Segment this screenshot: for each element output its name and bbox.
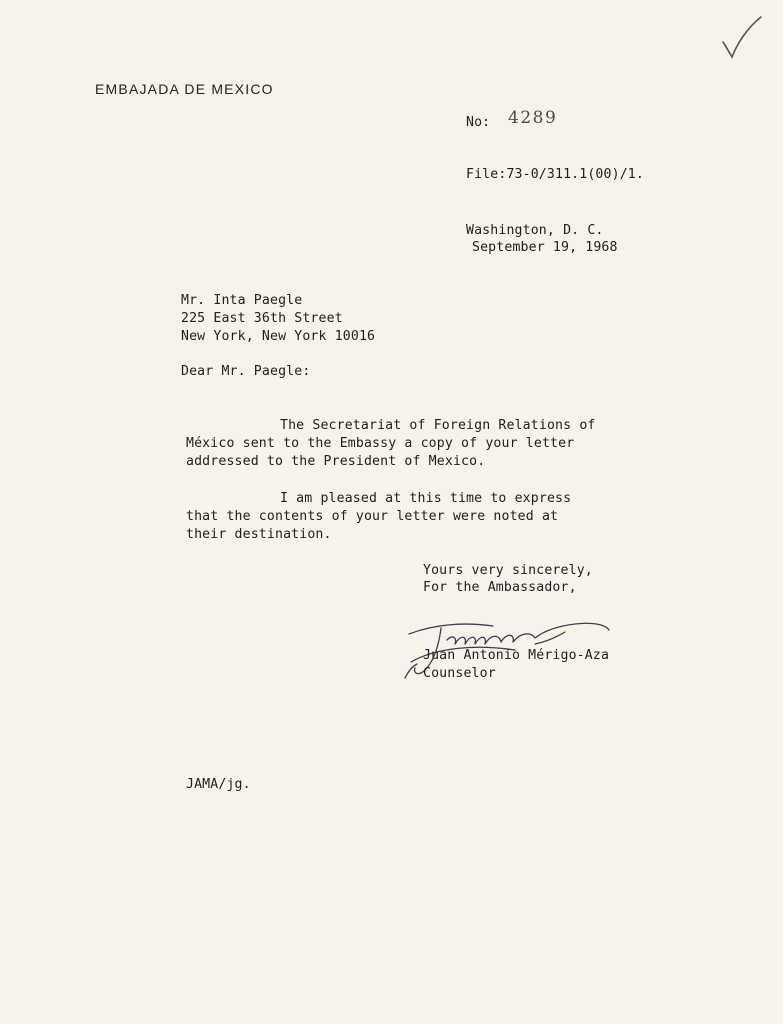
salutation: Dear Mr. Paegle: <box>181 364 311 379</box>
reference-number-label: No: <box>466 115 491 130</box>
recipient-name: Mr. Inta Paegle <box>181 293 303 308</box>
recipient-street: 225 East 36th Street <box>181 311 343 326</box>
place: Washington, D. C. <box>466 223 604 238</box>
closing-line-2: For the Ambassador, <box>423 580 577 595</box>
date: September 19, 1968 <box>472 240 618 255</box>
body-paragraph-2-line-3: their destination. <box>186 527 332 542</box>
body-paragraph-1-line-2: México sent to the Embassy a copy of your letter <box>186 436 575 451</box>
body-paragraph-1-line-1: The Secretariat of Foreign Relations of <box>280 418 596 433</box>
body-paragraph-2-line-1: I am pleased at this time to express <box>280 491 572 506</box>
checkmark-icon <box>719 14 763 60</box>
embassy-letterhead: EMBAJADA DE MEXICO <box>95 81 274 97</box>
signer-title: Counselor <box>423 666 496 681</box>
recipient-city: New York, New York 10016 <box>181 329 376 344</box>
file-reference: File:73-0/311.1(00)/1. <box>466 167 644 182</box>
body-paragraph-2-line-2: that the contents of your letter were noted at <box>186 509 559 524</box>
reference-number: 4289 <box>508 108 558 128</box>
closing-line-1: Yours very sincerely, <box>423 563 593 578</box>
body-paragraph-1-line-3: addressed to the President of Mexico. <box>186 454 486 469</box>
signer-name: Juan Antonio Mérigo-Aza <box>423 648 610 663</box>
typist-initials: JAMA/jg. <box>186 777 251 792</box>
